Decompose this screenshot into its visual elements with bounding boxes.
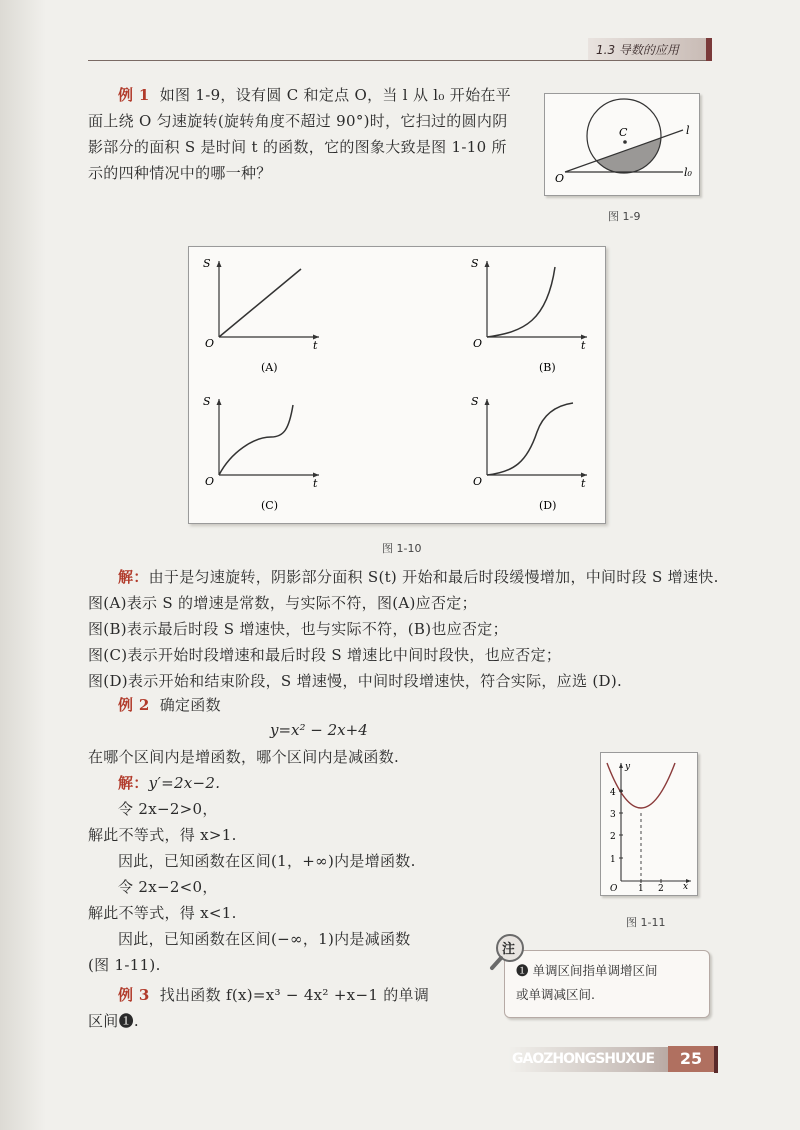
example3-label: 例 3	[118, 986, 150, 1004]
figure-1-11-graph	[601, 753, 697, 895]
axis-s-a: S	[203, 257, 211, 270]
example2-step-5: 令 2x−2<0，	[118, 878, 218, 896]
x-tick-2: 2	[658, 884, 664, 894]
x-axis-label: x	[683, 882, 689, 892]
curve-d	[487, 403, 573, 475]
y-tick-2: 2	[610, 832, 616, 842]
footer-brand: GAOZHONGSHUXUE	[512, 1051, 655, 1067]
figure-1-9	[544, 93, 700, 196]
curve-c	[219, 405, 293, 475]
header-accent-bar	[706, 38, 712, 61]
axis-s-d: S	[471, 395, 479, 408]
label-c: C	[619, 126, 628, 139]
axis-t-b: t	[581, 339, 586, 352]
example2-label: 例 2	[118, 696, 150, 714]
example2-step-2: 令 2x−2>0，	[118, 800, 218, 818]
header-section-title: 1.3 导数的应用	[596, 43, 679, 57]
axis-t-d: t	[581, 477, 586, 490]
solution1-first: 由于是匀速旋转，阴影部分面积 S(t) 开始和最后时段缓慢增加，中间时段 S 增速快.	[148, 568, 719, 586]
example2-step-8: (图 1-11).	[88, 956, 161, 974]
y-axis-label: y	[625, 762, 631, 772]
example1-label: 例 1	[118, 86, 150, 104]
origin-a: O	[205, 337, 215, 350]
example2-step-1	[118, 774, 220, 792]
axis-s-c: S	[203, 395, 211, 408]
example2-line-1	[118, 696, 221, 714]
panel-a	[203, 257, 319, 374]
panel-c	[203, 395, 319, 512]
x-tick-1: 1	[638, 884, 644, 894]
label-a: (A)	[261, 361, 278, 374]
solution1-line-5: 图(D)表示开始和结束阶段，S 增速慢，中间时段增速快，符合实际，应选 (D).	[88, 672, 623, 690]
label-l: l	[686, 124, 690, 137]
example2-step-3: 解此不等式，得 x>1.	[88, 826, 237, 844]
example3-text-1: 找出函数 f(x)=x³ − 4x² +x−1 的单调	[159, 986, 430, 1004]
header-rule	[88, 60, 706, 61]
solution1-line-2: 图(A)表示 S 的增速是常数，与实际不符，图(A)应否定；	[88, 594, 477, 612]
curve-b	[487, 267, 555, 337]
example1-line-1	[118, 86, 511, 104]
page-number: 25	[668, 1046, 714, 1072]
origin-label: O	[610, 884, 618, 894]
footnote-line-1: ❶ 单调区间指单调增区间	[516, 963, 658, 978]
example3-line-2: 区间❶.	[88, 1012, 139, 1030]
center-point	[623, 140, 627, 144]
example1-line-4: 示的四种情况中的哪一种？	[88, 164, 272, 182]
example2-derivative: y′=2x−2.	[148, 774, 221, 792]
label-b: (B)	[539, 361, 556, 374]
example1-text-1: 如图 1-9，设有圆 C 和定点 O，当 l 从 l₀ 开始在平	[159, 86, 511, 104]
figure-1-9-caption: 图 1-9	[608, 210, 641, 223]
footnote-line-2: 或单调减区间.	[516, 987, 595, 1002]
figure-1-9-diagram	[545, 94, 699, 195]
label-l0: l₀	[684, 166, 692, 179]
axis-s-b: S	[471, 257, 479, 270]
y-tick-4: 4	[610, 788, 616, 798]
axis-t-c: t	[313, 477, 318, 490]
example2-question: 在哪个区间内是增函数，哪个区间内是减函数.	[88, 748, 400, 766]
y-tick-3: 3	[610, 810, 616, 820]
solution1-line-3: 图(B)表示最后时段 S 增速快，也与实际不符，(B)也应否定；	[88, 620, 508, 638]
origin-d: O	[473, 475, 483, 488]
example2-equation: y=x² − 2x+4	[270, 721, 368, 739]
curve-a	[219, 269, 301, 337]
footer-accent-bar	[714, 1046, 718, 1073]
figure-1-11-caption: 图 1-11	[626, 916, 666, 929]
figure-1-11	[600, 752, 698, 896]
example2-solution-label: 解：	[118, 774, 149, 792]
example2-step-6: 解此不等式，得 x<1.	[88, 904, 237, 922]
example1-line-2: 面上绕 O 匀速旋转(旋转角度不超过 90°)时，它扫过的圆内阴	[88, 112, 508, 130]
label-o: O	[555, 172, 565, 185]
page-gutter-shadow	[0, 0, 46, 1130]
solution1-label: 解：	[118, 568, 149, 586]
footnote-box	[504, 950, 710, 1018]
label-c: (C)	[261, 499, 278, 512]
label-d: (D)	[539, 499, 557, 512]
origin-b: O	[473, 337, 483, 350]
note-badge-text: 注	[502, 942, 516, 957]
panel-d	[471, 395, 587, 512]
figure-1-10-caption: 图 1-10	[382, 542, 422, 555]
solution1-line-4: 图(C)表示开始时段增速和最后时段 S 增速比中间时段快，也应否定；	[88, 646, 562, 664]
axis-t-a: t	[313, 339, 318, 352]
origin-c: O	[205, 475, 215, 488]
parabola-curve	[607, 763, 675, 808]
example2-step-4: 因此，已知函数在区间(1，+∞)内是增函数.	[118, 852, 416, 870]
figure-1-10	[188, 246, 606, 524]
figure-1-10-graphs	[189, 247, 605, 523]
panel-b	[471, 257, 587, 374]
example1-line-3: 影部分的面积 S 是时间 t 的函数，它的图象大致是图 1-10 所	[88, 138, 507, 156]
solution1-line-1	[118, 568, 719, 586]
example2-intro: 确定函数	[159, 696, 221, 714]
y-tick-1: 1	[610, 855, 616, 865]
example2-step-7: 因此，已知函数在区间(−∞，1)内是减函数	[118, 930, 411, 948]
example3-line-1	[118, 986, 429, 1004]
